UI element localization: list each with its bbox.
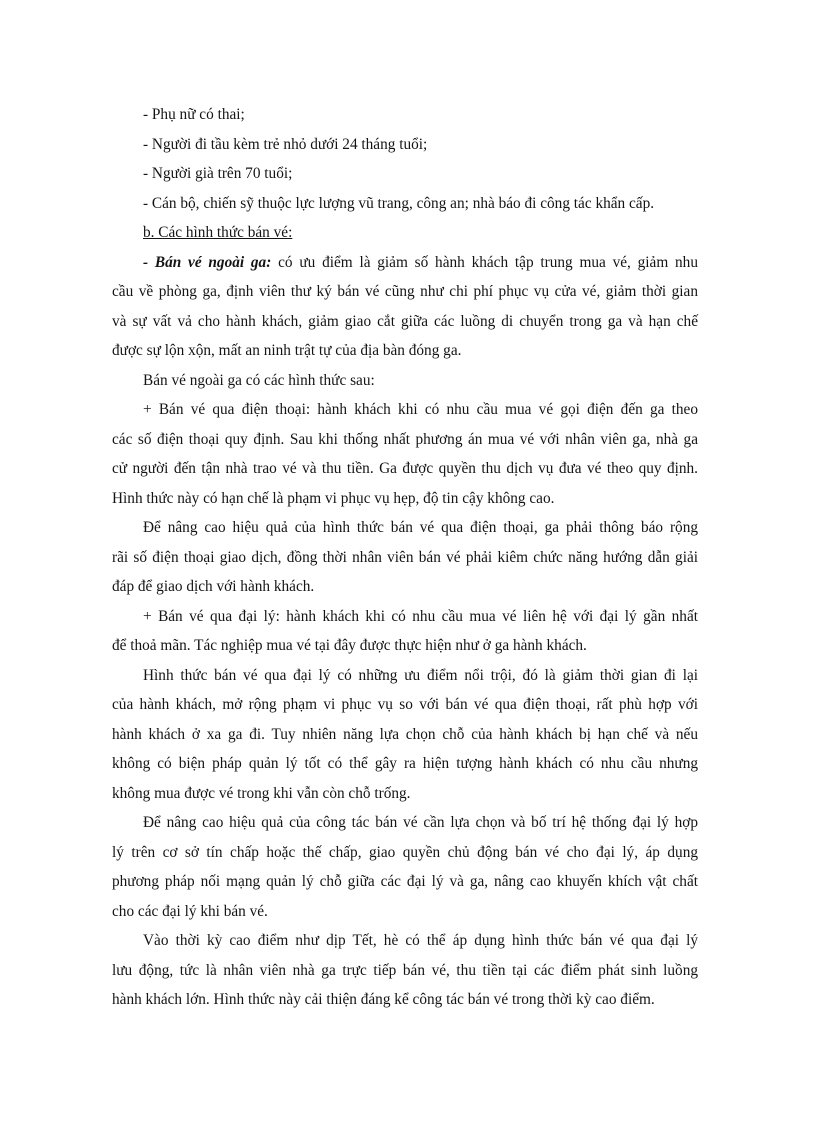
paragraph-line: đáp để giao dịch với hành khách.	[112, 578, 315, 595]
paragraph-line: để thoả mãn. Tác nghiệp mua vé tại đây được thực hiện như ở ga hành khách.	[112, 637, 587, 654]
section-heading: b. Các hình thức bán vé:	[143, 224, 293, 241]
paragraph-line: được sự lộn xộn, mất an ninh trật tự của địa bàn đóng ga.	[112, 342, 462, 359]
paragraph-agent-efficiency	[112, 808, 698, 926]
outside-sales-lead: - Bán vé ngoài ga:	[143, 253, 272, 271]
paragraph-line: Để nâng cao hiệu quả của công tác bán vé cần lựa chọn và bố trí hệ thống đại lý hợp	[143, 814, 698, 831]
paragraph-agent-sales	[112, 602, 698, 661]
paragraph-line	[112, 248, 698, 278]
paragraph-phone-sales	[112, 395, 698, 513]
paragraph-line: cho các đại lý khi bán vé.	[112, 902, 268, 920]
paragraph-line: Bán vé ngoài ga có các hình thức sau:	[143, 371, 375, 389]
paragraph-agent-advantages	[112, 661, 698, 809]
outside-sales-text: có ưu điểm là giảm số hành khách tập trung mua vé, giảm nhu	[271, 253, 698, 271]
list-item: - Người già trên 70 tuổi;	[143, 165, 293, 182]
paragraph-line: lý trên cơ sở tín chấp hoặc thế chấp, giao quyền chủ động bán vé cho đại lý, áp dụng	[112, 843, 698, 861]
paragraph-line: không mua được vé trong khi vẫn còn chỗ trống.	[112, 784, 411, 802]
paragraph-line: của hành khách, mở rộng phạm vi phục vụ so với bán vé qua điện thoại, rất phù hợp với	[112, 696, 698, 713]
list-item: - Người đi tầu kèm trẻ nhỏ dưới 24 tháng tuổi;	[143, 135, 428, 153]
paragraph-line: Hình thức bán vé qua đại lý có những ưu điểm nổi trội, đó là giảm thời gian đi lại	[143, 666, 698, 684]
paragraph-line: phương pháp nối mạng quản lý chỗ giữa các đại lý và ga, nâng cao khuyến khích vật chất	[112, 873, 698, 890]
paragraph-line: không có biện pháp quản lý tốt có thể gây ra hiện tượng hành khách có nhu cầu nhưng	[112, 755, 698, 772]
paragraph-peak-season	[112, 926, 698, 1015]
paragraph-line: Vào thời kỳ cao điểm như dịp Tết, hè có thể áp dụng hình thức bán vé qua đại lý	[143, 932, 698, 949]
paragraph-line: và sự vất vả cho hành khách, giảm giao cắt giữa các luồng di chuyển trong ga và hạn chế	[112, 312, 698, 330]
document-body	[112, 100, 698, 1015]
paragraph-line: rãi số điện thoại giao dịch, đồng thời nhân viên bán vé phải kiêm chức năng hướng dẫn giải	[112, 548, 698, 566]
paragraph-line: cầu về phòng ga, định viên thư ký bán vé cũng như chi phí phục vụ cửa vé, giảm thời gian	[112, 283, 698, 300]
paragraph-outside-sales	[112, 248, 698, 366]
list-item: - Cán bộ, chiến sỹ thuộc lực lượng vũ trang, công an; nhà báo đi công tác khẩn cấp.	[143, 194, 655, 212]
paragraph-line: các số điện thoại quy định. Sau khi thống nhất phương án mua vé với nhân viên ga, nhà ga	[112, 430, 698, 448]
paragraph-line: + Bán vé qua đại lý: hành khách khi có nhu cầu mua vé liên hệ với đại lý gần nhất	[143, 607, 698, 625]
paragraph-line: hành khách ở xa ga đi. Tuy nhiên năng lựa chọn chỗ của hành khách bị hạn chế và nếu	[112, 725, 698, 743]
paragraph-forms-intro	[112, 366, 698, 396]
paragraph-phone-efficiency	[112, 513, 698, 602]
paragraph-line: hành khách lớn. Hình thức này cải thiện đáng kể công tác bán vé trong thời kỳ cao điểm.	[112, 991, 655, 1008]
paragraph-line: cử người đến tận nhà trao vé và thu tiền. Ga được quyền thu dịch vụ đưa vé theo quy định.	[112, 460, 698, 477]
paragraph-line: + Bán vé qua điện thoại: hành khách khi có nhu cầu mua vé gọi điện đến ga theo	[143, 401, 698, 418]
list-item: - Phụ nữ có thai;	[143, 106, 245, 123]
paragraph-line: Hình thức này có hạn chế là phạm vi phục vụ hẹp, độ tin cậy không cao.	[112, 489, 555, 507]
paragraph-line: Để nâng cao hiệu quả của hình thức bán vé qua điện thoại, ga phải thông báo rộng	[143, 519, 698, 536]
paragraph-line: lưu động, tức là nhân viên nhà ga trực tiếp bán vé, thu tiền tại các điểm phát sinh luồng	[112, 961, 698, 979]
